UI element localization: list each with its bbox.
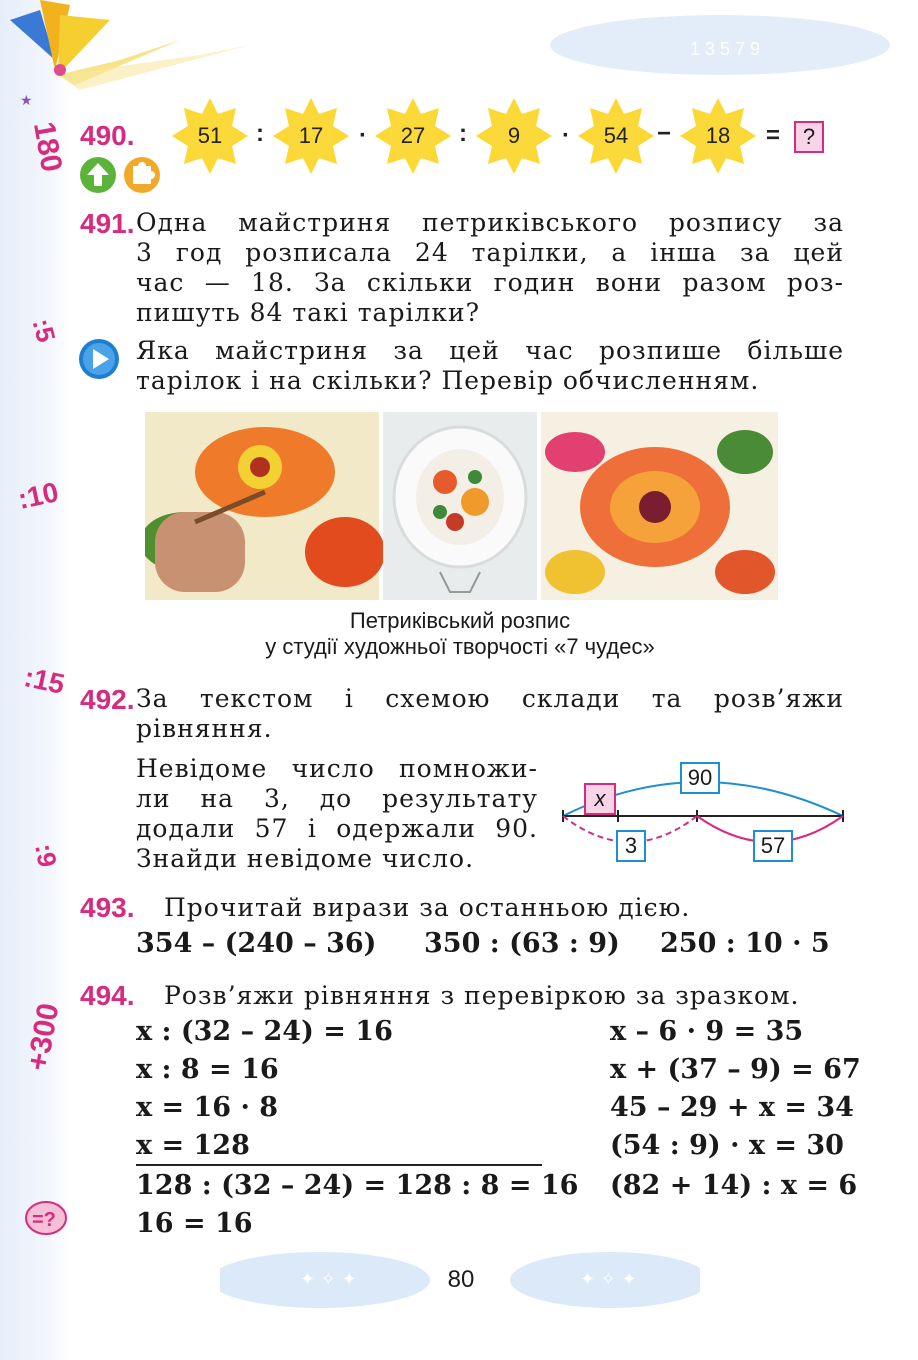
photo-caption: Петриківський розпис у студії художньої творчості «7 чудес» <box>265 608 655 659</box>
svg-text:=?: =? <box>32 1209 56 1231</box>
svg-text:★: ★ <box>20 93 33 109</box>
expression-2: 350 : (63 : 9) <box>424 928 620 959</box>
exercise-493-number: 493. <box>80 892 135 923</box>
sample-line-3: x = 16 · 8 <box>136 1092 279 1123</box>
answer-box: ? <box>794 121 824 153</box>
equation-4: (54 : 9) · x = 30 <box>610 1130 844 1161</box>
exercise-492-number: 492. <box>80 684 135 715</box>
exercise-491-extra: Яка майстриня за цей час розпише більше тарілок і на скільки? Перевір обчисленням. <box>136 336 844 395</box>
margin-note-180: 180 <box>26 119 69 175</box>
sun-value-27: 27 <box>375 98 451 174</box>
sun-value-9: 9 <box>476 98 552 174</box>
check-line-2: 16 = 16 <box>136 1208 253 1239</box>
expression-1: 354 – (240 – 36) <box>136 928 377 959</box>
svg-text:✦ ✧ ✦: ✦ ✧ ✦ <box>300 1269 357 1290</box>
margin-note-div10: :10 <box>15 476 62 515</box>
exercise-494-number: 494. <box>80 980 135 1011</box>
header-decoration <box>0 0 918 230</box>
page-number: 80 <box>447 1266 475 1293</box>
photo-plate <box>383 412 537 600</box>
scheme-unknown-box: x <box>584 783 616 815</box>
sample-line-4: x = 128 <box>136 1130 250 1161</box>
exercise-494-text: Розв’яжи рівняння з перевіркою за зразком. <box>164 981 800 1010</box>
check-divider <box>136 1164 542 1166</box>
scheme-factor-box: 3 <box>616 830 646 862</box>
photo-flowers <box>541 412 778 600</box>
exercise-493-text: Прочитай вирази за останньою дією. <box>164 893 691 922</box>
svg-text:1 3 5 7 9: 1 3 5 7 9 <box>690 39 761 59</box>
puzzle-icon <box>124 157 160 193</box>
exercise-492-task: Невідоме число помножи- ли на 3, до результату додали 57 і одержали 90. Знайди невідоме число. <box>136 754 538 873</box>
op-2: · <box>359 122 367 149</box>
scheme-addend-box: 57 <box>753 830 793 862</box>
equation-2: x + (37 – 9) = 67 <box>610 1054 861 1085</box>
op-3: : <box>459 120 467 147</box>
equation-1: x – 6 · 9 = 35 <box>610 1016 804 1047</box>
petrykivka-photos <box>145 412 778 600</box>
up-arrow-icon <box>80 157 116 193</box>
exercise-490-number: 490. <box>80 120 135 151</box>
scheme-total-box: 90 <box>680 762 720 794</box>
op-1: : <box>256 120 264 147</box>
sample-line-2: x : 8 = 16 <box>136 1054 279 1085</box>
exercise-490-icons <box>78 155 168 195</box>
check-line-1: 128 : (32 – 24) = 128 : 8 = 16 <box>136 1170 579 1201</box>
exercise-491-number: 491. <box>80 208 135 239</box>
sun-value-51: 51 <box>172 98 248 174</box>
equals-question-icon <box>24 1200 68 1236</box>
play-icon <box>78 338 122 382</box>
sun-value-54: 54 <box>578 98 654 174</box>
expression-3: 250 : 10 · 5 <box>660 928 830 959</box>
sun-value-18: 18 <box>680 98 756 174</box>
exercise-491-text: Одна майстриня петриківського розпису за 3 год розписала 24 тарілки, а інша за цей час — 18. За скільки годин вони разом роз- пишуть 84 такі тарілки? <box>136 208 844 327</box>
sun-value-17: 17 <box>273 98 349 174</box>
op-4: · <box>562 122 570 149</box>
margin-note-plus300: +300 <box>21 1000 66 1074</box>
svg-text:✦ ✧ ✦: ✦ ✧ ✦ <box>580 1269 637 1290</box>
equation-5: (82 + 14) : x = 6 <box>610 1170 858 1201</box>
equals-sign: = <box>766 122 781 149</box>
star-burst-icon <box>10 0 250 109</box>
photo-painting-hand <box>145 412 385 600</box>
margin-note-div9: :9 <box>29 841 63 870</box>
exercise-492-text: За текстом і схемою склади та розв’яжи рівняння. <box>136 684 844 743</box>
op-5: − <box>657 120 672 147</box>
margin-note-div15: :15 <box>21 661 68 700</box>
equation-3: 45 – 29 + x = 34 <box>610 1092 854 1123</box>
margin-note-div5: :5 <box>26 315 62 346</box>
sample-line-1: x : (32 – 24) = 16 <box>136 1016 393 1047</box>
